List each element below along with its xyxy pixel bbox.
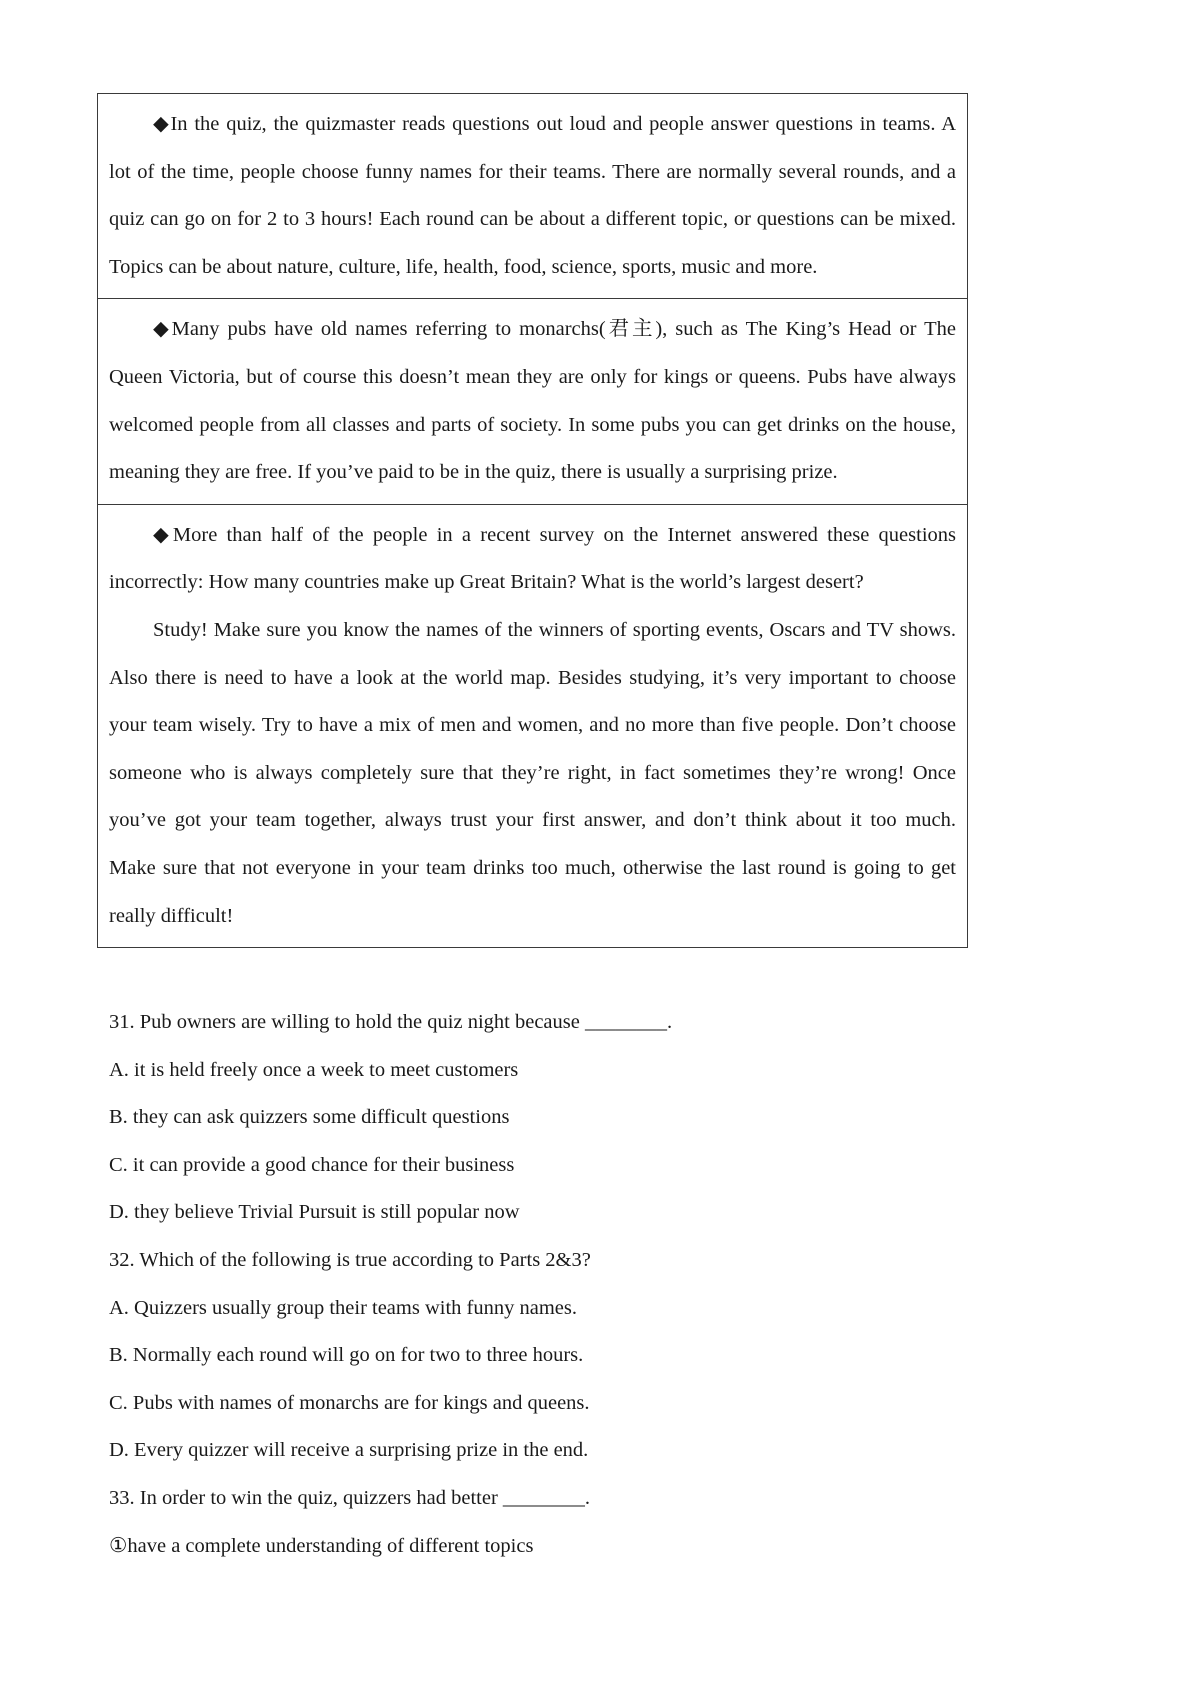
question-stem: 33. In order to win the quiz, quizzers had better ________.: [109, 1486, 591, 1509]
passage-paragraph: [109, 101, 956, 291]
passage-line: lot of the time, people choose funny names for their teams. There are normally several rounds, and a: [109, 160, 956, 183]
passage-line: ◆Many pubs have old names referring to monarchs(君主), such as The King’s Head or The: [153, 318, 956, 341]
passage-line: quiz can go on for 2 to 3 hours! Each round can be about a different topic, or questions can be mixed.: [109, 208, 956, 231]
passage-line: ◆More than half of the people in a recent survey on the Internet answered these questions: [153, 523, 956, 546]
passage-section-2: [98, 298, 967, 503]
answer-option-a: A. Quizzers usually group their teams with funny names.: [109, 1296, 577, 1319]
answer-option-d: D. they believe Trivial Pursuit is still popular now: [109, 1201, 520, 1224]
passage-box: [97, 93, 968, 948]
passage-line: Queen Victoria, but of course this doesn’t mean they are only for kings or queens. Pubs have always: [109, 365, 956, 388]
passage-paragraph: [109, 512, 956, 607]
passage-line: meaning they are free. If you’ve paid to be in the quiz, there is usually a surprising prize.: [109, 461, 838, 484]
passage-line: Make sure that not everyone in your team drinks too much, otherwise the last round is going to get: [109, 856, 956, 879]
answer-option-d: D. Every quizzer will receive a surprising prize in the end.: [109, 1439, 589, 1462]
question-33: [109, 1475, 969, 1570]
passage-line: Topics can be about nature, culture, life, health, food, science, sports, music and more.: [109, 255, 818, 278]
question-32: [109, 1237, 969, 1475]
answer-option-b: B. they can ask quizzers some difficult questions: [109, 1106, 510, 1129]
passage-paragraph: [109, 306, 956, 496]
passage-line: Study! Make sure you know the names of the winners of sporting events, Oscars and TV shows.: [153, 618, 956, 641]
question-31: [109, 999, 969, 1237]
passage-line: incorrectly: How many countries make up Great Britain? What is the world’s largest desert?: [109, 571, 864, 594]
passage-line: really difficult!: [109, 904, 234, 927]
passage-line: your team wisely. Try to have a mix of men and women, and no more than five people. Don’t choose: [109, 714, 956, 737]
answer-statement-1: ①have a complete understanding of different topics: [109, 1534, 534, 1557]
answer-option-c: C. Pubs with names of monarchs are for kings and queens.: [109, 1391, 590, 1414]
passage-line: welcomed people from all classes and parts of society. In some pubs you can get drinks on the house,: [109, 413, 956, 436]
passage-line: ◆In the quiz, the quizmaster reads questions out loud and people answer questions in teams. A: [153, 113, 956, 135]
answer-option-a: A. it is held freely once a week to meet customers: [109, 1058, 519, 1081]
question-list: [109, 999, 969, 1570]
passage-section-3: [98, 504, 967, 947]
question-stem: 32. Which of the following is true according to Parts 2&3?: [109, 1248, 591, 1271]
answer-option-b: B. Normally each round will go on for two to three hours.: [109, 1344, 584, 1367]
passage-paragraph: [109, 607, 956, 940]
question-stem: 31. Pub owners are willing to hold the quiz night because ________.: [109, 1011, 673, 1033]
passage-section-1: [98, 94, 967, 298]
passage-line: you’ve got your team together, always trust your first answer, and don’t think about it too much.: [109, 809, 956, 832]
passage-line: Also there is need to have a look at the world map. Besides studying, it’s very important to choose: [109, 666, 956, 689]
passage-line: someone who is always completely sure that they’re right, in fact sometimes they’re wrong! Once: [109, 761, 956, 784]
answer-option-c: C. it can provide a good chance for their business: [109, 1153, 515, 1176]
